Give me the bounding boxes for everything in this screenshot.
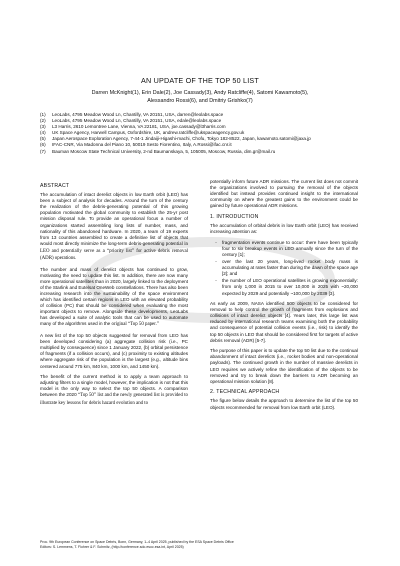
technical-approach-heading: 2. TECHNICAL APPROACH bbox=[210, 389, 280, 396]
body-paragraph: As early as 2009, NASA identified 500 objects to be considered for removal to help control the growth of fragments from explosions and collisions of intact derelict objects [4]. Years later, this large list was reduced by international research teams examining both the probability and consequence of potential collision events (i.e., risk) to identify the top 50 objects in LEO that should be considered first for targets of active debris removal (ADR) [5-7]. bbox=[210, 301, 358, 343]
affiliation-number: (2) bbox=[40, 118, 46, 124]
affiliation-number: (6) bbox=[40, 142, 46, 148]
paragraph-text: The accumulation of intact derelict objects in low Earth orbit (LEO) has been a subject of analysis for decades. Around the turn of the century the realization of the debris-generating potential of this growing population motivated the global community to establish the 25-yr post mission disposal rule. To provide an operational focus a number of organizations started assembling long lists of number, mass, and nationality of this abandoned hardware. In 2020, a team of 19 experts from 13 countries assembled to create a definitive list of objects that would most directly minimize the long-term debris-generating bbox=[40, 192, 188, 246]
affiliation-number: (5) bbox=[40, 136, 46, 142]
list-item bbox=[210, 240, 358, 258]
list-item-text: over the last 20 years, long-lived rocket body mass is accumulating at rates faster than during the dawn of the space age [2]; and bbox=[222, 259, 358, 277]
affiliation-text: Bauman Moscow State Technical University, 2-nd Baumanskaya, 5, 105005, Moscow, Russia, dim.gr@mail.ru bbox=[52, 148, 276, 154]
bullet-dash-icon: - bbox=[215, 259, 217, 265]
affiliation-text: LeoLabs, 4795 Meadow Wood Ln, Chantilly, VA 20151, USA, edale@leolabs.space bbox=[52, 118, 222, 124]
abstract-paragraph bbox=[40, 192, 188, 262]
author-list bbox=[40, 90, 360, 105]
affiliation-list bbox=[40, 112, 370, 155]
list-item bbox=[210, 278, 358, 296]
body-paragraph: The purpose of this paper is to update the top 50 list due to the continual abandonment of intact derelicts (i.e., rocket bodies and non-operational payloads). The continued growth in the number of massive derelicts in LEO requires we actively refine the identification of the objects to be removed and try to break down the barriers to ADR becoming an operational mission solution [8]. bbox=[210, 348, 358, 384]
introduction-heading: 1. INTRODUCTION bbox=[210, 213, 259, 220]
affiliation-text: LeoLabs, 4795 Meadow Wood Ln, Chantilly, VA 20151, USA, darren@leolabs.space bbox=[52, 112, 224, 117]
affiliation-number: (3) bbox=[40, 124, 46, 130]
list-item-text: the number of LEO operational satellites is growing exponentially: from only 1,000 in 2015 to over 10,000 in 2025 with ~20,000 expected by 2029 and potentially ~100,000 by 2039 [3]. bbox=[222, 278, 358, 296]
footer-line: Editors: S. Lemmens, T. Flohrer & F. Schmitz, (http://conference.sdo.esoc.esa.int, April 2025) bbox=[40, 545, 184, 549]
abstract-paragraph bbox=[40, 374, 188, 406]
right-column bbox=[210, 179, 358, 415]
affiliation-number: (4) bbox=[40, 130, 46, 136]
paragraph-text: potential in LEO and potentially serve as a “priority list” for active debris removal (ADR) operations. bbox=[40, 241, 188, 262]
affiliation-text: IFAC-CNR, Via Madonna del Piano 10, 50019 Sesto Fiorentino, Italy, A.Rossi@ifac.cnr.it bbox=[52, 142, 232, 148]
bullet-dash-icon: - bbox=[215, 278, 217, 284]
bullet-list bbox=[210, 240, 358, 297]
affiliation-number: (1) bbox=[40, 112, 46, 117]
affiliation-number: (7) bbox=[40, 148, 46, 154]
body-paragraph: potentially inform future ADR missions. The current list does not commit the organizations involved to pursuing the removal of the objects identified but instead provides continued insight to the international community on where the greatest gains to the environment could be gained by future operational ADR missions. bbox=[210, 179, 358, 209]
author-line: Darren McKnight(1), Erin Dale(2), Joe Cassady(3), Andy Ratcliffe(4), Satomi Kawamoto(5), bbox=[91, 90, 309, 96]
footer-line: Proc. 9th European Conference on Space Debris, Bonn, Germany, 1–4 April 2025, published by the ESA Space Debris Office bbox=[40, 540, 234, 544]
list-item-text: fragmentation events continue to occur: there have been typically four to six breakup events in LEO annually since the turn of the century [1]; bbox=[222, 239, 358, 257]
paragraph-text: “Top 50” list and the newly generated list is provided to illustrate key lessons for debris hazard evolution and to bbox=[40, 393, 188, 406]
paragraph-text: The benefit of the current method is to apply a team approach to adjusting filters to a single model, however, the implication is not that this model is the only way to select the top 50 objects. A comparison between the 2020 bbox=[40, 374, 188, 398]
abstract-paragraph bbox=[40, 267, 188, 329]
left-column bbox=[40, 183, 188, 411]
author-line: Alessandro Rossi(6), and Dmitriy Grishko(7) bbox=[147, 97, 253, 104]
abstract-heading: ABSTRACT bbox=[40, 183, 70, 189]
affiliation-text: UK Space Agency, Harwell Campus, Oxfordshire, UK, andrew.ratcliffe@ukspaceagency.gov.uk bbox=[52, 130, 245, 136]
paragraph-text: The number and mass of derelict objects has continued to grow, motivating the need to update this list. In addition, there are now many more operational satellites than in 2020, largely linked to the deployment of the Starlink and Eutelsat OneWeb constellations. There has also been increasing research into the sustainability of the space environment which has identified certain regions in LEO with an elevated probability of collision (PC) that should be considered when evaluating the most important objects to remove. Alongside these developments, LeoLabs has developed a suite of analytic tools that can be used to automate many of the algorithms used in the bbox=[40, 266, 188, 327]
affiliation-text: L3 Harris, 2610 Lemontree Lane, Vienna, VA 22181, USA, joe.cassady@l3harris.com bbox=[52, 124, 226, 130]
list-item bbox=[210, 259, 358, 277]
paragraph-text: original “Top 50 paper.” bbox=[111, 322, 159, 328]
paper-title: AN UPDATE OF THE TOP 50 LIST bbox=[141, 76, 259, 85]
bullet-dash-icon: - bbox=[215, 239, 217, 245]
page-footer bbox=[40, 540, 370, 550]
abstract-paragraph: A new list of the top 50 objects suggested for removal from LEO has been developed considering (a) aggregate collision risk (i.e., PC multiplied by consequence) since 1 January 2022, (b) orbital persistence of fragments (if a collision occurs), and (c) proximity to existing altitudes where aggregate risk of the population is the largest (e.g., altitude bins centered around 775 km, 840 km, 1000 km, and 1450 km). bbox=[40, 333, 188, 369]
body-paragraph: The figure below details the approach to determine the list of the top 50 objects recommended for removal from low Earth orbit (LEO). bbox=[210, 398, 358, 410]
affiliation bbox=[40, 149, 370, 155]
body-paragraph: The accumulation of orbital debris in low Earth orbit (LEO) has received increasing attention as: bbox=[210, 223, 358, 235]
affiliation-text: Japan Aerospace Exploration Agency, 7-44-1 Jindaiji-Higashi-machi, Chofu, Tokyo 182-8522, Japan, kawamoto.satomi@jaxa.jp bbox=[52, 136, 311, 142]
